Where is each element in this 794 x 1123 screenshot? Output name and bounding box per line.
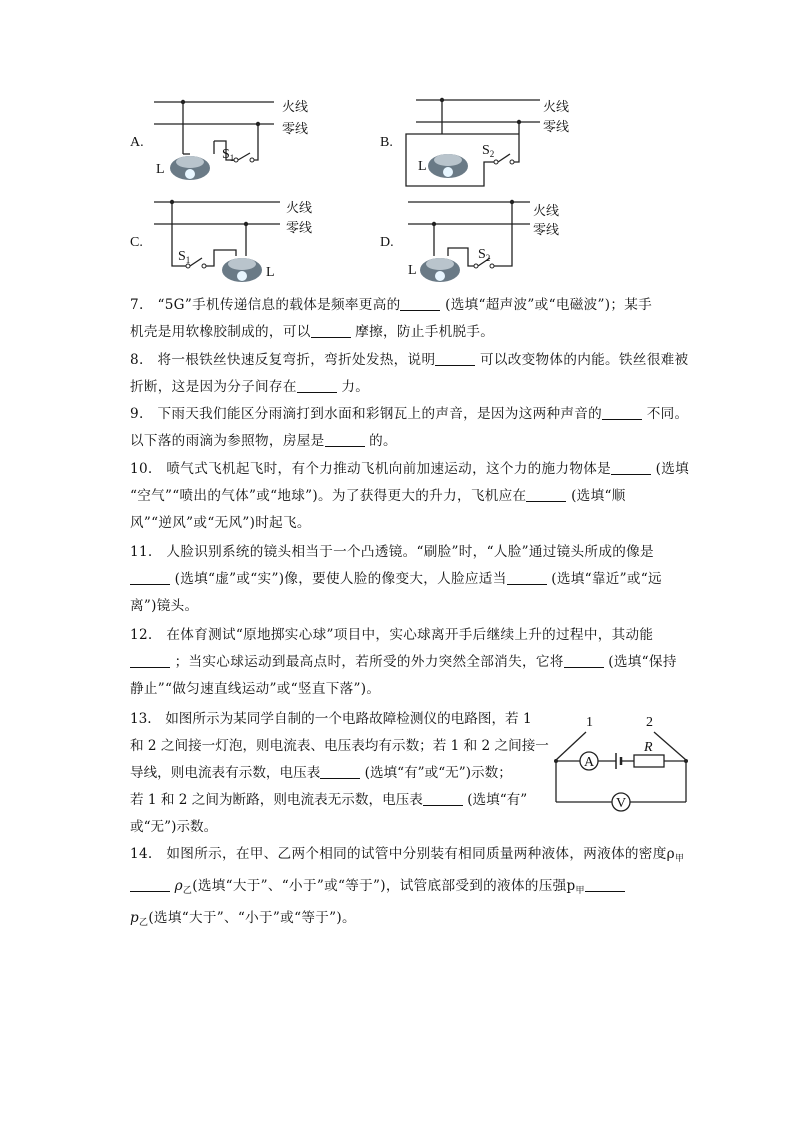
question-9: 9. 下雨天我们能区分雨滴打到水面和彩钢瓦上的声音，是因为这两种声音的 不同。 以下落的雨滴为参照物，房屋是 的。 [130,406,689,449]
lamp-label: L [408,263,417,278]
answer-blank[interactable] [507,570,547,585]
answer-blank[interactable] [400,296,440,311]
question-11: 11. 人脸识别系统的镜头相当于一个凸透镜。“刷脸”时，“人脸”通过镜头所成的像是 (选填“虚”或“实”)像，要使人脸的像变大，人脸应适当 (选填“靠近”或“远 离”)镜头。 [130,544,662,614]
circuit-option-b [404,94,544,190]
terminal-2-label: 2 [646,715,653,730]
question-8: 8. 将一根铁丝快速反复弯折，弯折处发热，说明 可以改变物体的内能。铁丝很难被 折断，这是因为分子间存在 力。 [130,352,689,395]
battery-icon [616,753,621,769]
neutral-wire-label-d: 零线 [533,223,560,238]
answer-blank[interactable] [311,323,351,338]
option-c-label: C. [130,235,143,250]
terminal-1-label: 1 [586,715,593,730]
hot-wire-label-a: 火线 [282,100,309,115]
hot-wire-label-d: 火线 [533,204,560,219]
answer-blank[interactable] [130,877,170,892]
circuit-b-svg [404,94,544,190]
question-7: 7. “5G”手机传递信息的载体是频率更高的 (选填“超声波”或“电磁波”)；某手 机壳是用软橡胶制成的，可以 摩擦，防止手机脱手。 [130,297,653,340]
answer-blank[interactable] [526,487,566,502]
ammeter-icon [580,752,598,770]
answer-blank[interactable] [297,378,337,393]
answer-blank[interactable] [423,791,463,806]
switch-label: $S_2$ [478,247,491,263]
voltmeter-icon [612,793,630,811]
question-13: 13. 如图所示为某同学自制的一个电路故障检测仪的电路图，若 1 和 2 之间接一灯泡，则电流表、电压表均有示数；若 1 和 2 之间接一 导线，则电流表有示数，电压表 (选填“有”或“无”)示数； 若 1 和 2 之间为断路，则电流表无示数，电压表 (选填“有” 或“无”)示数。 [130,711,549,835]
answer-blank[interactable] [320,764,360,779]
lamp-icon [222,258,262,282]
lamp-icon [170,156,210,180]
circuit-d-svg [404,196,534,286]
option-b-label: B. [380,135,393,150]
answer-blank[interactable] [602,405,642,420]
lamp-icon [420,258,460,282]
option-d-label: D. [380,235,394,250]
lamp-icon [428,154,468,178]
answer-blank[interactable] [130,653,170,668]
neutral-wire-label-a: 零线 [282,122,309,137]
resistor-icon [634,740,664,767]
lamp-label: L [266,265,275,280]
switch-label: $S_1$ [178,249,191,265]
lamp-label: L [156,162,165,177]
question-12: 12. 在体育测试“原地掷实心球”项目中，实心球离开手后继续上升的过程中，其动能 ；当实心球运动到最高点时，若所受的外力突然全部消失，它将 (选填“保持 静止”“做匀速直线运动”或“竖直下落”)。 [130,627,677,697]
circuit-option-d [404,196,534,286]
answer-blank[interactable] [130,570,170,585]
svg-text:R: R [644,740,653,755]
circuit-option-c [150,196,285,286]
hot-wire-label-c: 火线 [286,201,313,216]
answer-blank[interactable] [585,877,625,892]
answer-blank[interactable] [611,460,651,475]
answer-blank[interactable] [564,653,604,668]
option-a-label: A. [130,135,144,150]
lamp-label: L [418,159,427,174]
answer-blank[interactable] [325,432,365,447]
hot-wire-label-b: 火线 [543,100,570,115]
question-14: 14. 如图所示，在甲、乙两个相同的试管中分别装有相同质量两种液体，两液体的密度$\rho_甲$ $\rho_乙$(选填“大于”、“小于”或“等于”)，试管底部受到的液体的压强$p_甲$ $p_乙$(选填“大于”、“小于”或“等于”)。 [130,846,685,928]
neutral-wire-label-c: 零线 [286,221,313,236]
answer-blank[interactable] [435,351,475,366]
switch-label: $S_1$ [222,147,235,163]
fault-detector-svg [548,708,693,813]
fault-detector-circuit [548,708,693,817]
svg-text:A: A [584,755,595,770]
switch-label: $S_2$ [482,143,495,159]
question-10: 10. 喷气式飞机起飞时，有个力推动飞机向前加速运动，这个力的施力物体是 (选填 “空气”“喷出的气体”或“地球”)。为了获得更大的升力，飞机应在 (选填“顺 风”“逆风”或“无风”)时起飞。 [130,461,690,531]
svg-text:V: V [616,796,627,811]
neutral-wire-label-b: 零线 [543,120,570,135]
circuit-c-svg [150,196,285,286]
